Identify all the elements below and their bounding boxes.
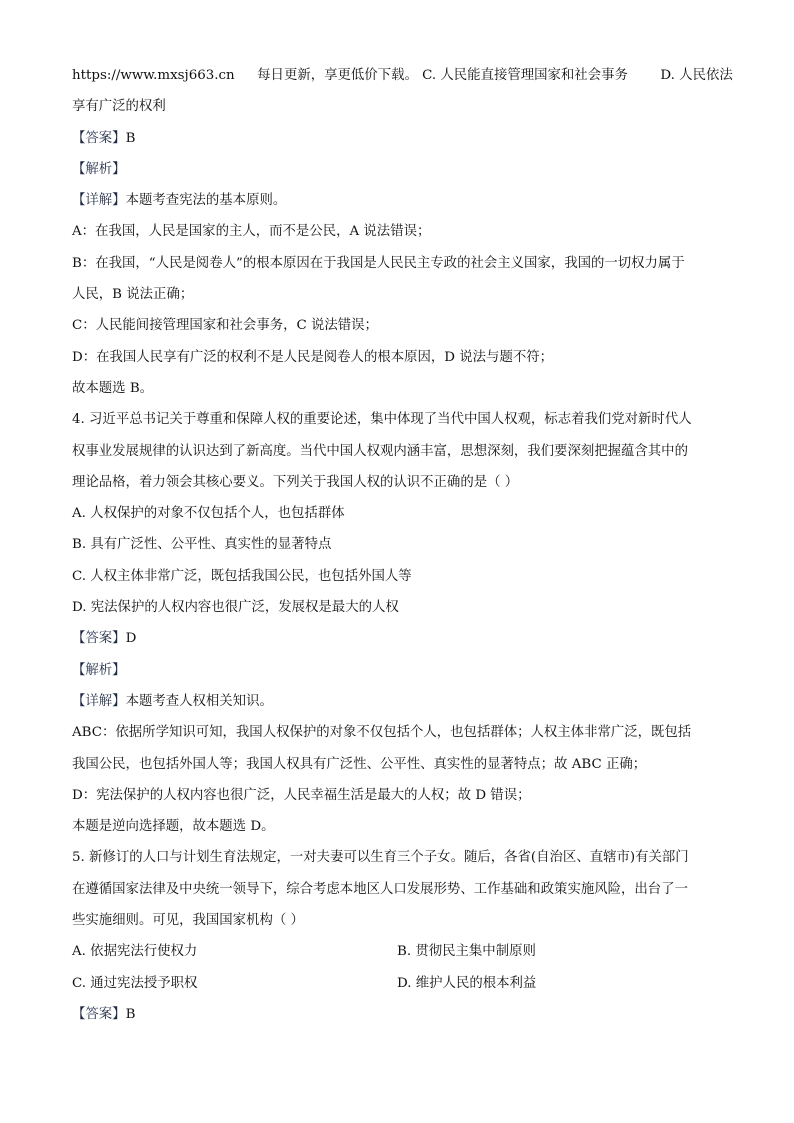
question-stem-line: 5. 新修订的人口与计划生育法规定，一对夫妻可以生育三个子女。随后，各省(自治区、直辖市)有关部门 xyxy=(72,850,689,866)
question-option-a: A. 依据宪法行使权力 xyxy=(72,944,198,960)
analysis-line: B：在我国，“人民是阅卷人”的根本原因在于我国是人民民主专政的社会主义国家，我国的一切权力属于 xyxy=(72,255,685,271)
question-stem-line: 权事业发展规律的认识达到了新高度。当代中国人权观内涵丰富，思想深刻，我们要深刻把握蕴含其中的 xyxy=(72,443,688,459)
answer-tag: 【答案】 xyxy=(72,130,126,146)
header-line xyxy=(72,64,733,95)
question-option-d: D. 维护人民的根本利益 xyxy=(397,975,537,991)
answer-row xyxy=(72,627,722,658)
detail-row xyxy=(72,189,722,220)
question-option-a: A. 人权保护的对象不仅包括个人，也包括群体 xyxy=(72,506,345,522)
question-option-b: B. 具有广泛性、公平性、真实性的显著特点 xyxy=(72,537,332,553)
detail-text: 本题考查人权相关知识。 xyxy=(125,693,273,709)
analysis-line: 故本题选 B。 xyxy=(72,380,154,396)
site-note: 每日更新，享更低价下载。 xyxy=(257,68,418,83)
question-option-d: D. 宪法保护的人权内容也很广泛，发展权是最大的人权 xyxy=(72,600,399,616)
detail-tag: 【详解】 xyxy=(72,193,126,209)
analysis-line: C：人民能间接管理国家和社会事务，C 说法错误； xyxy=(72,318,378,334)
question-stem-line: 理论品格，着力领会其核心要义。下列关于我国人权的认识不正确的是（ ） xyxy=(72,474,519,490)
answer-row xyxy=(72,127,722,158)
answer-value: D xyxy=(125,631,137,647)
analysis-line: D：在我国人民享有广泛的权利不是人民是阅卷人的根本原因，D 说法与题不符； xyxy=(72,349,554,365)
analysis-tag: 【解析】 xyxy=(72,662,126,678)
analysis-line: 本题是逆向选择题，故本题选 D。 xyxy=(72,819,275,835)
question-option-b: B. 贯彻民主集中制原则 xyxy=(397,944,536,960)
document-page xyxy=(72,64,733,1034)
analysis-line: 人民，B 说法正确； xyxy=(72,287,194,303)
option-d-continued: 享有广泛的权利 xyxy=(72,99,166,115)
option-row xyxy=(72,972,722,1003)
question-option-c: C. 人权主体非常广泛，既包括我国公民，也包括外国人等 xyxy=(72,568,412,584)
analysis-line: ABC：依据所学知识可知，我国人权保护的对象不仅包括个人，也包括群体；人权主体非常广泛，既包括 xyxy=(72,725,692,741)
answer-row xyxy=(72,1003,722,1034)
answer-tag: 【答案】 xyxy=(72,1006,126,1022)
option-d: D. 人民依法 xyxy=(660,68,733,83)
answer-tag: 【答案】 xyxy=(72,631,126,647)
detail-tag: 【详解】 xyxy=(72,693,126,709)
question-stem-line: 些实施细则。可见，我国国家机构（ ） xyxy=(72,913,304,929)
site-url[interactable]: https://www.mxsj663.cn xyxy=(72,68,235,83)
detail-text: 本题考查宪法的基本原则。 xyxy=(125,193,287,209)
answer-value: B xyxy=(125,1006,136,1022)
answer-value: B xyxy=(125,130,136,146)
question-option-c: C. 通过宪法授予职权 xyxy=(72,975,198,991)
analysis-line: D：宪法保护的人权内容也很广泛，人民幸福生活是最大的人权；故 D 错误； xyxy=(72,787,531,803)
question-stem-line: 在遵循国家法律及中央统一领导下，综合考虑本地区人口发展形势、工作基础和政策实施风险，出台了一 xyxy=(72,881,688,897)
analysis-tag: 【解析】 xyxy=(72,161,126,177)
detail-row xyxy=(72,690,722,721)
question-stem-line: 4. 习近平总书记关于尊重和保障人权的重要论述，集中体现了当代中国人权观，标志着我们党对新时代人 xyxy=(72,412,692,428)
option-c: C. 人民能直接管理国家和社会事务 xyxy=(422,68,628,83)
option-row xyxy=(72,940,722,971)
analysis-line: 我国公民，也包括外国人等；我国人权具有广泛性、公平性、真实性的显著特点；故 ABC 正确； xyxy=(72,756,647,772)
analysis-line: A：在我国，人民是国家的主人，而不是公民，A 说法错误； xyxy=(72,224,431,240)
